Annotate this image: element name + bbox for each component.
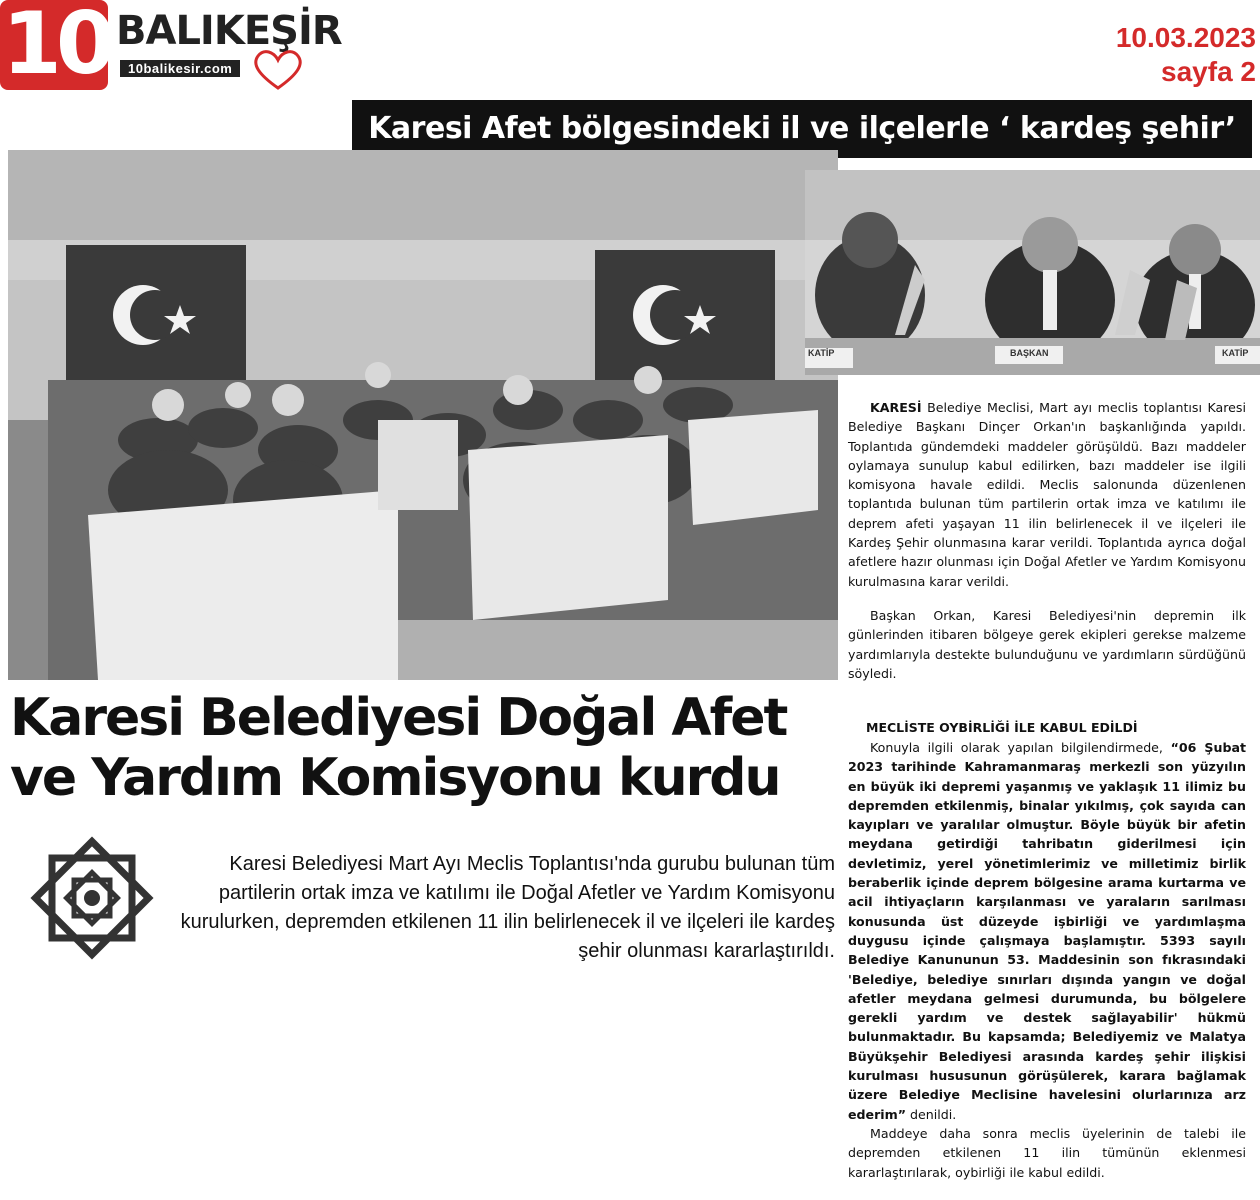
article-quote: “06 Şubat 2023 tarihinde Kahramanmaraş merkezli son yüzyılın en büyük iki depremi yaşanmış ve yaklaşık 11 ilimiz bu depremden etkilenmiş, binalar yıkılmış, çok sayıda can kayıpları ve yaralılar olmuştur. Böyle büyük bir afetin meydana getirdiği tahribatın giderilmesi için devletimiz, yerel yönetimlerimiz ve milletimiz birlik beraberlik içinde deprem bölgesine arama kurtarma ve acil ihtiyaçların karşılanması ve yaraların sarılması konusunda üst düzeyde işbirliği ve yardımlaşma duygusu içinde çalışmaya başlamıştır. 5393 sayılı Belediye Kanununun 53. Maddesinin son fıkrasındaki 'Belediye, belediye sınırları dışında yangın ve doğal afetler meydana gelmesi durumunda, bu bölgelere gerekli yardım ve destek sağlayabilir' hükmü bulunmaktadır. Bu kapsamda; Belediyemiz ve Malatya Büyükşehir Belediyesi arasında kardeş şehir ilişkisi kurulması hususunun görüşülerek, karara bağlamak üzere Belediye Meclisine havelesini olurlarınıza arz ederim” xyxy=(848,740,1246,1122)
article-dateline: KARESİ xyxy=(870,400,922,415)
headline-line-1: Karesi Belediyesi Doğal Afet xyxy=(10,688,787,748)
lead-paragraph: Karesi Belediyesi Mart Ayı Meclis Toplantısı'nda gurubu bulunan tüm partilerin ortak imza ve katılımı ile Doğal Afetler ve Yardım Komisyonu kurulurken, depremden etkilenen 11 ilin belirlenecek il ve ilçeleri ile kardeş şehir olunması kararlaştırıldı. xyxy=(180,853,835,962)
logo-number: 10 xyxy=(2,0,110,94)
top-banner-headline: Karesi Afet bölgesindeki il ve ilçelerle ‘ kardeş şehir’ xyxy=(352,100,1252,158)
page-number: sayfa 2 xyxy=(1161,56,1256,87)
name-plate-clerk-left: KATİP xyxy=(808,348,835,358)
issue-date: 10.03.2023 xyxy=(1115,22,1256,53)
article-paragraph-1 xyxy=(848,398,1246,591)
article-p1-text: Belediye Meclisi, Mart ayı meclis toplantısı Karesi Belediye Başkanı Dinçer Orkan'ın başkanlığında yapıldı. Toplantıda gündemdeki maddeler görüşüldü. Bazı maddeler oylamaya sunulup kabul edilirken, bazı maddeler ise ilgili komisyona havale edildi. Meclis salonunda düzenlenen toplantıda bulunan tüm partilerin ortak imza ve katılımı ile deprem afeti yaşayan 11 ilin belirlenecek il ve ilçeleri ile Kardeş Şehir olunmasına karar verildi. Toplantıda ayrıca doğal afetlere hazır olunması için Doğal Afetler ve Yardım Komisyonu kurulmasına karar verildi. xyxy=(848,400,1246,589)
council-meeting-photo xyxy=(8,150,838,680)
article-subheading: MECLİSTE OYBİRLİĞİ İLE KABUL EDİLDİ xyxy=(866,720,1138,735)
article-p3-intro: Konuyla ilgili olarak yapılan bilgilendirmede, xyxy=(870,740,1171,755)
seljuk-star-motif-icon xyxy=(22,828,162,968)
masthead-logo xyxy=(0,0,110,94)
logo-name: BALIKEŞİR xyxy=(116,8,342,54)
headline-line-2: ve Yardım Komisyonu kurdu xyxy=(10,748,780,808)
main-headline xyxy=(10,688,840,808)
name-plate-clerk-right: KATİP xyxy=(1222,348,1249,358)
article-p3-outro: denildi. xyxy=(906,1106,957,1122)
article-paragraph-2 xyxy=(848,606,1246,683)
article-p4-text: Maddeye daha sonra meclis üyelerinin de talebi ile depremden etkilenen 11 ilin tümünün eklenmesi kararlaştırılarak, oybirliği ile kabul edildi. xyxy=(848,1125,1246,1180)
article-p2-text: Başkan Orkan, Karesi Belediyesi'nin depremin ilk günlerinden itibaren bölgeye gerek ekipleri gerekse malzeme yardımlarıyla destekte bulunduğunu ve yardımların sürdüğünü söyledi. xyxy=(848,608,1246,681)
article-paragraph-3 xyxy=(848,738,1246,1182)
presiding-board-photo xyxy=(805,170,1260,375)
name-plate-chairman: BAŞKAN xyxy=(1010,348,1049,358)
logo-site: 10balikesir.com xyxy=(120,60,240,77)
heart-icon xyxy=(248,44,308,94)
